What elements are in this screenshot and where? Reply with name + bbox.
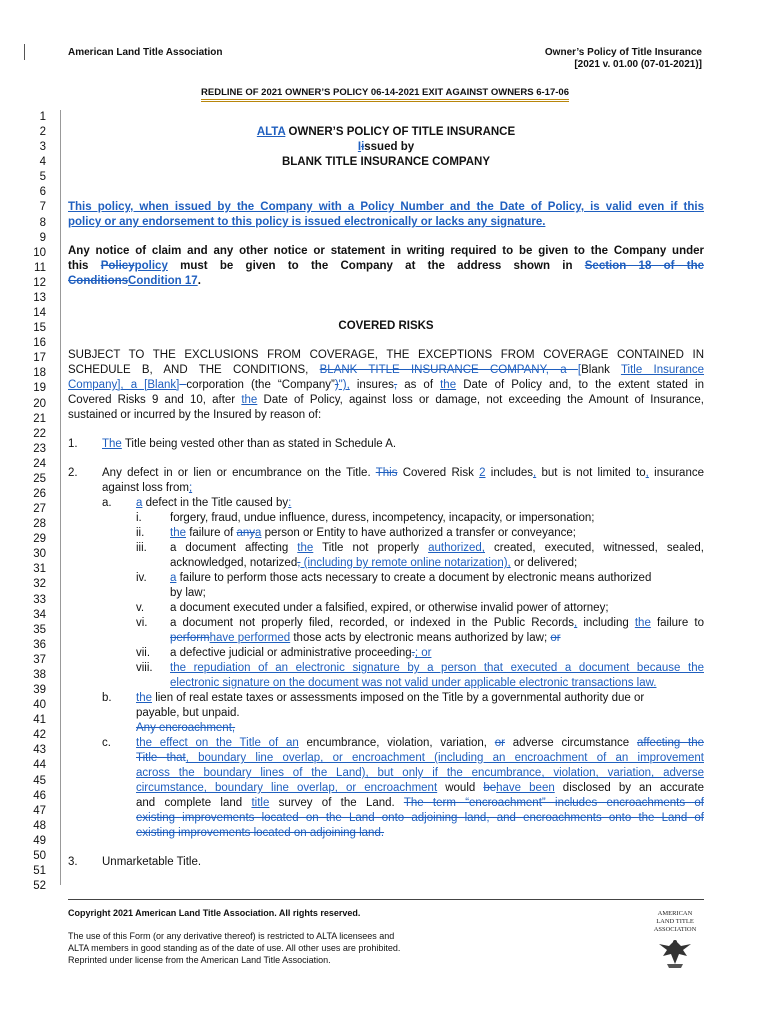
n2-del2: Section 18 of the bbox=[584, 260, 704, 272]
sub-a-vi-line2 bbox=[170, 631, 561, 646]
svi-t2: including bbox=[577, 617, 635, 629]
title-main: OWNER’S POLICY OF TITLE INSURANCE bbox=[285, 126, 516, 138]
redline-banner bbox=[0, 82, 770, 100]
i3-ins3: the bbox=[440, 379, 457, 391]
notice2-line2 bbox=[68, 259, 704, 274]
risk1-number: 1. bbox=[68, 438, 78, 450]
notice2-line3 bbox=[68, 274, 201, 289]
sub-a-vii-text bbox=[170, 646, 431, 661]
svi-ins: , bbox=[574, 617, 578, 629]
margin-tick bbox=[24, 44, 25, 60]
line-number: 9 bbox=[39, 231, 46, 244]
sb-ins: the bbox=[136, 692, 152, 704]
siii-t2: Title not properly bbox=[313, 542, 429, 554]
line-number: 46 bbox=[33, 789, 46, 802]
i2-a: SCHEDULE B, AND THE CONDITIONS, bbox=[68, 364, 320, 376]
i3-del3: , bbox=[393, 379, 398, 391]
sc-t2: adverse circumstance bbox=[505, 737, 637, 749]
intro-line2 bbox=[68, 363, 704, 378]
line-number: 52 bbox=[33, 880, 46, 893]
footer-line1: The use of this Form (or any derivative thereof) is restricted to ALTA licensees and bbox=[68, 931, 395, 941]
risk1-text bbox=[102, 437, 396, 452]
line-number: 32 bbox=[33, 578, 46, 591]
line-number: 39 bbox=[33, 684, 46, 697]
sub-a-i-num: i. bbox=[136, 512, 142, 524]
line-number: 47 bbox=[33, 804, 46, 817]
sub-c-line4 bbox=[136, 781, 704, 796]
line-number: 25 bbox=[33, 472, 46, 485]
siv-t1: failure to perform those acts necessary to create a document by electronic means authorized bbox=[176, 572, 652, 584]
line-number: 43 bbox=[33, 744, 46, 757]
sub-a-label: a. bbox=[102, 497, 112, 509]
sub-a-v-text: a document executed under a falsified, expired, or otherwise invalid power of attorney; bbox=[170, 602, 609, 614]
i2-del: BLANK TITLE INSURANCE COMPANY, a bbox=[319, 364, 578, 376]
i4-ins: the bbox=[241, 394, 258, 406]
sub-b-deleted: Any encroachment, bbox=[136, 722, 236, 734]
sc-l2-del: Title that bbox=[136, 752, 186, 764]
r2-ins2: , bbox=[532, 467, 537, 479]
intro-line3 bbox=[68, 378, 704, 393]
risk2-line1 bbox=[102, 466, 704, 481]
r2-d: but is not limited to bbox=[536, 467, 646, 479]
i3-ins: Company], a [Blank] bbox=[68, 379, 180, 391]
covered-risks-heading: COVERED RISKS bbox=[338, 320, 434, 332]
i3-ins2: "), bbox=[338, 379, 350, 391]
sc-ins: the effect on the Title of an bbox=[136, 737, 299, 749]
siii-del: , bbox=[297, 557, 301, 569]
line-number: 26 bbox=[33, 488, 46, 500]
eagle-icon bbox=[655, 936, 695, 970]
alta-logo bbox=[650, 910, 700, 973]
line-number: 17 bbox=[33, 352, 46, 365]
sc-l4-b: disclosed by an accurate bbox=[554, 782, 704, 794]
n2-b: must be given to the Company at the address shown in bbox=[167, 260, 585, 272]
line-number: 40 bbox=[33, 699, 46, 712]
sc-l4-del: be bbox=[483, 782, 497, 794]
notice2-line1: Any notice of claim and any other notice or statement in writing required to be given to the Company under bbox=[68, 245, 704, 257]
i2-b: Blank bbox=[581, 364, 621, 376]
line-number: 22 bbox=[33, 427, 46, 440]
sub-c-line5 bbox=[136, 796, 704, 811]
sub-a-iii-line2 bbox=[170, 556, 577, 571]
n2-ins2: Condition 17 bbox=[128, 275, 198, 287]
line-number: 28 bbox=[33, 518, 46, 531]
r2-l2: against loss from bbox=[102, 482, 189, 494]
sa-ins2: : bbox=[288, 497, 292, 509]
r2-l2-ins: ; bbox=[188, 482, 193, 494]
sub-b-line1 bbox=[136, 691, 644, 706]
sub-a-viii-line1: the repudiation of an electronic signature by a person that executed a document because the bbox=[170, 662, 704, 674]
sc-l5-b: survey of the Land. bbox=[269, 797, 404, 809]
i3-a: corporation (the “Company” bbox=[186, 379, 335, 391]
sc-l2-ins: , boundary line overlap, or encroachment (including an encroachment of an improvement bbox=[185, 752, 704, 764]
notice1-line1: This policy, when issued by the Company with a Policy Number and the Date of Policy, is valid even if this bbox=[68, 201, 704, 213]
header-form-version: [2021 v. 01.00 (07-01-2021)] bbox=[574, 59, 702, 70]
sub-c-line2 bbox=[136, 751, 704, 766]
sii-ins2: a bbox=[255, 527, 262, 539]
sub-a-iv-num: iv. bbox=[136, 572, 147, 584]
line-number: 33 bbox=[33, 593, 46, 606]
sii-t2: person or Entity to have authorized a transfer or conveyance; bbox=[261, 527, 576, 539]
footer-copyright: Copyright 2021 American Land Title Association. All rights reserved. bbox=[68, 908, 361, 918]
line-number: 37 bbox=[33, 653, 46, 666]
risk3-text: Unmarketable Title. bbox=[102, 856, 202, 868]
svi-del: perform bbox=[170, 632, 210, 644]
n2-end: . bbox=[197, 275, 201, 287]
footer-line2: ALTA members in good standing as of the date of use. All other uses are prohibited. bbox=[68, 943, 401, 953]
line-number: 34 bbox=[33, 608, 46, 621]
line-number: 41 bbox=[33, 714, 46, 727]
sub-a-iv-line1 bbox=[170, 571, 651, 586]
line-number: 50 bbox=[33, 849, 46, 862]
sub-a-vi-line1 bbox=[170, 616, 704, 631]
sa-text: defect in the Title caused by bbox=[142, 497, 289, 509]
sub-a-vii-num: vii. bbox=[136, 647, 151, 659]
sub-c-line6: existing improvements located on the Land onto adjoining land, and encroachments onto the Land of bbox=[136, 812, 704, 824]
sub-a-iii-line1 bbox=[170, 541, 704, 556]
sc-l4-a: would bbox=[437, 782, 484, 794]
title-alta-ins: ALTA bbox=[256, 126, 286, 138]
issued-del: i bbox=[361, 141, 365, 153]
line-number: 16 bbox=[33, 337, 46, 350]
sub-b-label: b. bbox=[102, 692, 112, 704]
line-number: 30 bbox=[33, 548, 46, 561]
svi-t1: a document not properly filed, recorded, or indexed in the Public Records bbox=[170, 617, 575, 629]
line-number: 15 bbox=[33, 322, 46, 335]
footer-rule bbox=[68, 899, 704, 900]
n2-a: this bbox=[68, 260, 101, 272]
r2-c: includes bbox=[485, 467, 533, 479]
n2-ins: policy bbox=[134, 260, 168, 272]
svi-ins2: the bbox=[634, 617, 651, 629]
line-number: 21 bbox=[33, 412, 46, 425]
sub-a-v-num: v. bbox=[136, 602, 145, 614]
i3-del2: ) bbox=[334, 379, 339, 391]
line-number: 24 bbox=[33, 457, 46, 470]
n2-del3: Conditions bbox=[68, 275, 129, 287]
svi-del2: or bbox=[550, 632, 561, 644]
line-number: 7 bbox=[39, 201, 46, 214]
sub-a-i-text: forgery, fraud, undue influence, duress, incompetency, incapacity, or impersonation; bbox=[170, 512, 595, 524]
line-number: 10 bbox=[33, 246, 46, 259]
sc-l5-a: and complete land bbox=[136, 797, 252, 809]
r2-b: Covered Risk bbox=[397, 467, 480, 479]
risk3-number: 3. bbox=[68, 856, 78, 868]
i3-c: as of bbox=[397, 379, 441, 391]
risk2-line2 bbox=[102, 481, 192, 496]
sub-c-line7: existing improvements located on adjoining land. bbox=[136, 827, 385, 839]
line-number: 49 bbox=[33, 834, 46, 847]
i2-ins: [ bbox=[577, 364, 582, 376]
issued-by bbox=[68, 140, 704, 155]
line-number: 36 bbox=[33, 638, 46, 651]
svi-t3: failure to bbox=[650, 617, 704, 629]
sc-l4-ins: circumstance, boundary line overlap, or encroachment bbox=[136, 782, 438, 794]
sub-b-line2: payable, but unpaid. bbox=[136, 707, 240, 719]
siii-ins2: authorized, bbox=[428, 542, 485, 554]
intro-line4 bbox=[68, 393, 704, 408]
issued-ins: I bbox=[357, 141, 362, 153]
sub-a-ii-num: ii. bbox=[136, 527, 145, 539]
line-number: 44 bbox=[33, 759, 46, 772]
sub-a-iii-num: iii. bbox=[136, 542, 147, 554]
r1-text: Title being vested other than as stated in Schedule A. bbox=[121, 438, 397, 450]
logo-line1: AMERICAN bbox=[657, 910, 693, 917]
line-number: 31 bbox=[33, 563, 46, 576]
line-number-rule bbox=[60, 110, 61, 885]
sub-a-iv-line2: by law; bbox=[170, 587, 206, 599]
line-number: 42 bbox=[33, 729, 46, 742]
line-number: 45 bbox=[33, 774, 46, 787]
i2-ins2: Title Insurance bbox=[620, 364, 705, 376]
n2-del: Policy bbox=[100, 260, 135, 272]
svi-ins3: have performed bbox=[209, 632, 291, 644]
sii-del: any bbox=[236, 527, 256, 539]
line-number: 38 bbox=[33, 668, 46, 681]
sc-l5-del: The term “encroachment” includes encroachments of bbox=[403, 797, 704, 809]
i4-a: Covered Risks 9 and 10, after bbox=[68, 394, 242, 406]
line-number: 51 bbox=[33, 865, 46, 877]
redline-text: REDLINE OF 2021 OWNER’S POLICY 06-14-2021 EXIT AGAINST OWNERS 6-17-06 bbox=[201, 87, 569, 102]
r1-ins: The bbox=[102, 438, 122, 450]
sa-ins: a bbox=[136, 497, 143, 509]
sub-a-viii-num: viii. bbox=[136, 662, 153, 674]
sub-a-text bbox=[136, 496, 291, 511]
siii-l2b: or delivered; bbox=[510, 557, 578, 569]
line-number: 4 bbox=[39, 156, 46, 169]
sub-a-ii-text bbox=[170, 526, 576, 541]
line-number: 48 bbox=[33, 819, 46, 832]
header-form-title: Owner’s Policy of Title Insurance bbox=[544, 47, 702, 58]
siii-t3: created, executed, witnessed, sealed, bbox=[485, 542, 705, 554]
notice1-line2: policy or any endorsement to this policy is issued electronically or lacks any signature. bbox=[68, 216, 546, 228]
sub-c-label: c. bbox=[102, 737, 111, 749]
header-org: American Land Title Association bbox=[68, 47, 223, 58]
sub-c-line1 bbox=[136, 736, 704, 751]
sc-l4-ins2: have been bbox=[496, 782, 555, 794]
svii-ins: ; or bbox=[414, 647, 432, 659]
siii-ins: the bbox=[297, 542, 314, 554]
sii-t1: failure of bbox=[186, 527, 237, 539]
line-number: 1 bbox=[39, 111, 46, 123]
footer-line3: Reprinted under license from the American Land Title Association. bbox=[68, 955, 331, 965]
line-number: 29 bbox=[33, 533, 46, 546]
i3-b: insures bbox=[349, 379, 394, 391]
siii-t1: a document affecting bbox=[170, 542, 298, 554]
r2-del: This bbox=[375, 467, 398, 479]
sc-del: or bbox=[494, 737, 505, 749]
line-number: 18 bbox=[33, 367, 46, 380]
svi-t4: those acts by electronic means authorized by law; bbox=[290, 632, 551, 644]
r2-e: insurance bbox=[648, 467, 704, 479]
line-number: 3 bbox=[39, 141, 46, 154]
siii-ins3: (including by remote online notarization), bbox=[300, 557, 511, 569]
line-number: 13 bbox=[33, 291, 46, 304]
line-number: 20 bbox=[33, 397, 46, 410]
sub-c-line3: across the boundary lines of the Land), but only if the encumbrance, violation, variation, adverse bbox=[136, 767, 704, 779]
svii-del: . bbox=[411, 647, 415, 659]
line-number: 23 bbox=[33, 442, 46, 455]
risk2-number: 2. bbox=[68, 467, 78, 479]
sii-ins: the bbox=[170, 527, 186, 539]
line-number: 35 bbox=[33, 623, 46, 636]
logo-line2: LAND TITLE bbox=[656, 918, 694, 925]
intro-line1: SUBJECT TO THE EXCLUSIONS FROM COVERAGE, THE EXCEPTIONS FROM COVERAGE CONTAINED IN bbox=[68, 349, 704, 361]
line-number: 19 bbox=[33, 382, 46, 395]
line-number: 5 bbox=[39, 171, 46, 184]
sc-del2: affecting the bbox=[636, 737, 704, 749]
line-number: 2 bbox=[39, 126, 46, 139]
r2-a: Any defect in or lien or encumbrance on the Title. bbox=[102, 467, 376, 479]
i3-d: Date of Policy and, to the extent stated in bbox=[456, 379, 704, 391]
logo-line3: ASSOCIATION bbox=[653, 926, 697, 933]
issued-rest: ssued by bbox=[364, 141, 415, 153]
svii-t1: a defective judicial or administrative proceeding bbox=[170, 647, 412, 659]
sc-t1: encumbrance, violation, variation, bbox=[298, 737, 495, 749]
siii-l2a: acknowledged, notarized bbox=[170, 557, 298, 569]
sc-l5-ins: title bbox=[251, 797, 270, 809]
sub-a-viii-line2: electronic signature on the document was not valid under applicable electronic transactions law. bbox=[170, 677, 657, 689]
line-number: 11 bbox=[34, 261, 46, 274]
i4-b: Date of Policy, against loss or damage, not exceeding the Amount of Insurance, bbox=[257, 394, 704, 406]
intro-line5: sustained or incurred by the Insured by reason of: bbox=[68, 409, 322, 421]
r2-ins3: , bbox=[645, 467, 649, 479]
sub-a-vi-num: vi. bbox=[136, 617, 148, 629]
line-number: 14 bbox=[33, 307, 46, 320]
company-name: BLANK TITLE INSURANCE COMPANY bbox=[281, 156, 491, 168]
siv-ins: a bbox=[170, 572, 177, 584]
policy-title bbox=[68, 125, 704, 140]
line-number: 6 bbox=[39, 186, 46, 199]
line-number: 12 bbox=[33, 276, 46, 289]
sb-l1: lien of real estate taxes or assessments imposed on the Title by a governmental authority due or bbox=[152, 692, 645, 704]
line-number: 27 bbox=[33, 503, 46, 516]
r2-ins: 2 bbox=[479, 467, 486, 479]
line-number: 8 bbox=[39, 216, 46, 229]
